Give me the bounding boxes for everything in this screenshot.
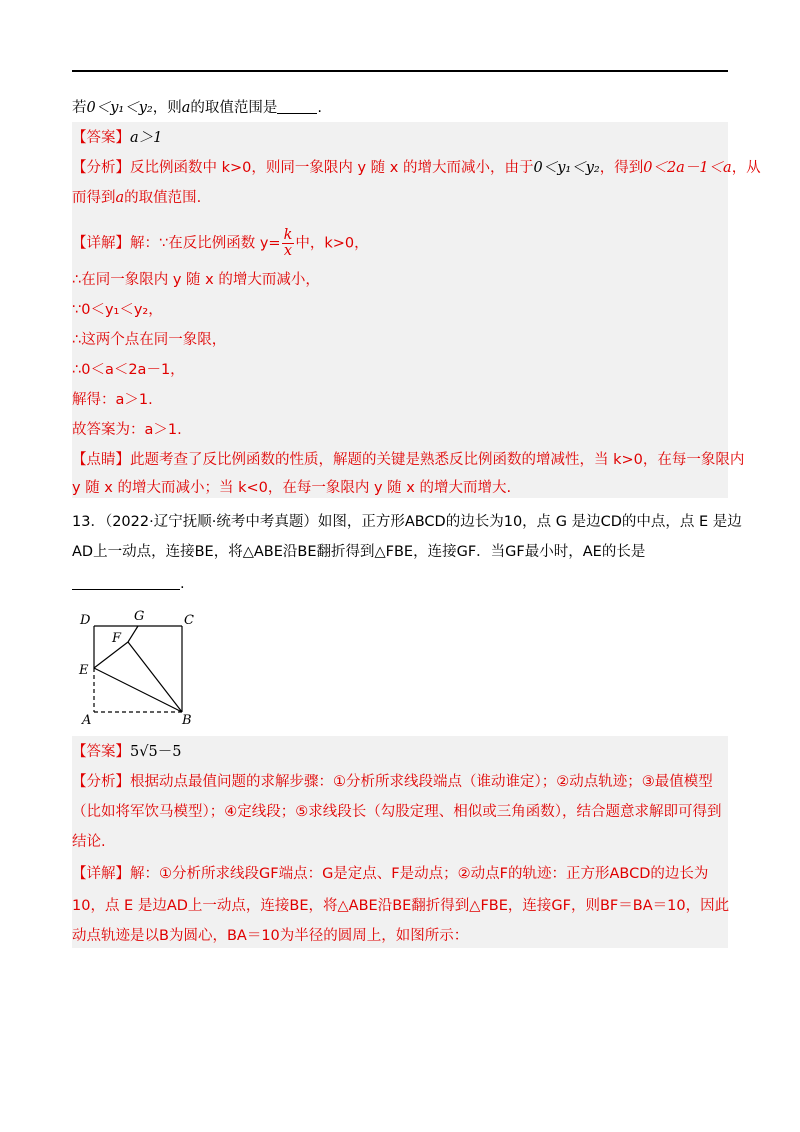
q13-analysis-line3: 结论. [72,834,106,850]
q12-variable: a [181,100,191,116]
q12-detail-line1 [72,228,369,259]
q12-step-2: ∵0＜y₁＜y₂， [72,302,163,318]
label-g: G [134,609,145,624]
analysis-text: 反比例函数中 k>0，则同一象限内 y 随 x 的增大而减小，由于 [130,160,534,176]
answer-blank [72,575,180,590]
q12-answer [72,128,162,148]
q13-detail-line3: 动点轨迹是以B为圆心，BA＝10为半径的圆周上，如图所示： [72,928,469,944]
q12-text: ，则 [152,100,182,116]
label-f: F [112,631,122,646]
segment-fg [128,626,138,642]
analysis-tag: 【分析】 [72,160,130,176]
fraction-denominator: x [283,243,293,259]
q12-step-4: ∴0＜a＜2a－1， [72,362,185,378]
comment-tag: 【点睛】 [72,452,130,468]
answer-value: a＞1 [130,130,163,146]
segment-fb [128,642,182,712]
q13-question-line1: 13．（2022·辽宁抚顺·统考中考真题）如图，正方形ABCD的边长为10，点 G 是边CD的中点，点 E 是边 [72,514,742,530]
top-rule [72,70,728,72]
q13-question-line3 [72,574,185,594]
answer-value: 5√5－5 [130,744,182,760]
fraction-numerator: k [283,227,293,243]
answer-tag: 【答案】 [72,744,130,760]
answer-blank [277,99,317,114]
q12-solution-box [72,122,728,498]
detail-text: 解：∵在反比例函数 y= [130,235,281,252]
analysis-text: 根据动点最值问题的求解步骤：①分析所求线段端点（谁动谁定）；②动点轨迹；③最值模型 [130,774,713,790]
q12-analysis-line2 [72,188,201,208]
q12-text: . [317,100,322,116]
detail-tag: 【详解】 [72,866,130,882]
q12-condition: 0＜y₁＜y₂ [86,100,153,116]
q12-text: 若 [72,100,87,116]
detail-text: 中，k>0， [295,235,369,252]
q13-analysis-line1 [72,772,713,792]
label-a: A [82,713,92,728]
segment-eb [94,668,182,712]
detail-tag: 【详解】 [72,235,130,252]
q12-comment-line2: y 随 x 的增大而减小；当 k<0，在每一象限内 y 随 x 的增大而增大. [72,480,512,496]
q12-step-1: ∴在同一象限内 y 随 x 的增大而减小， [72,272,320,288]
q12-text: 的取值范围是 [190,100,278,116]
analysis-tag: 【分析】 [72,774,130,790]
comment-text: 此题考查了反比例函数的性质，解题的关键是熟悉反比例函数的增减性，当 k>0，在每一象限内 [130,452,745,468]
q12-step-5: 解得：a＞1. [72,392,153,408]
q13-detail-line1 [72,864,708,884]
q13-question-line2: AD上一动点，连接BE，将△ABE沿BE翻折得到△FBE，连接GF．当GF最小时，AE的长是 [72,544,646,560]
analysis-text: ，得到 [599,160,644,176]
q13-detail-line2: 10，点 E 是边AD上一动点，连接BE，将△ABE沿BE翻折得到△FBE，连接GF，则BF＝BA＝10，因此 [72,898,730,914]
q13-analysis-line2: （比如将军饮马模型）；④定线段；⑤求线段长（勾股定理、相似或三角函数），结合题意求解即可得到 [72,804,722,820]
q12-analysis-line1 [72,158,761,178]
label-e: E [79,663,89,678]
analysis-text: 而得到 [72,190,116,206]
label-c: C [184,613,194,628]
segment-ef [94,642,128,668]
analysis-text: 的取值范围. [124,190,202,206]
fraction-k-over-x [282,228,295,259]
answer-tag: 【答案】 [72,130,130,146]
q12-question-tail [72,98,322,118]
analysis-text: ，从 [731,160,761,176]
detail-text: 解：①分析所求线段GF端点：G是定点、F是动点；②动点F的轨迹：正方形ABCD的边长为 [130,866,709,882]
label-d: D [80,613,91,628]
q12-step-6: 故答案为：a＞1. [72,422,182,438]
q13-answer [72,742,181,762]
q12-comment-line1 [72,450,744,470]
analysis-math: 0＜y₁＜y₂ [533,160,600,176]
q13-solution-box [72,736,728,948]
label-b: B [182,713,192,728]
analysis-math: 0＜2a－1＜a [643,160,732,176]
q12-step-3: ∴这两个点在同一象限， [72,332,227,348]
square-fold-figure [72,600,212,730]
analysis-math: a [115,190,125,206]
q13-text: . [180,576,185,592]
